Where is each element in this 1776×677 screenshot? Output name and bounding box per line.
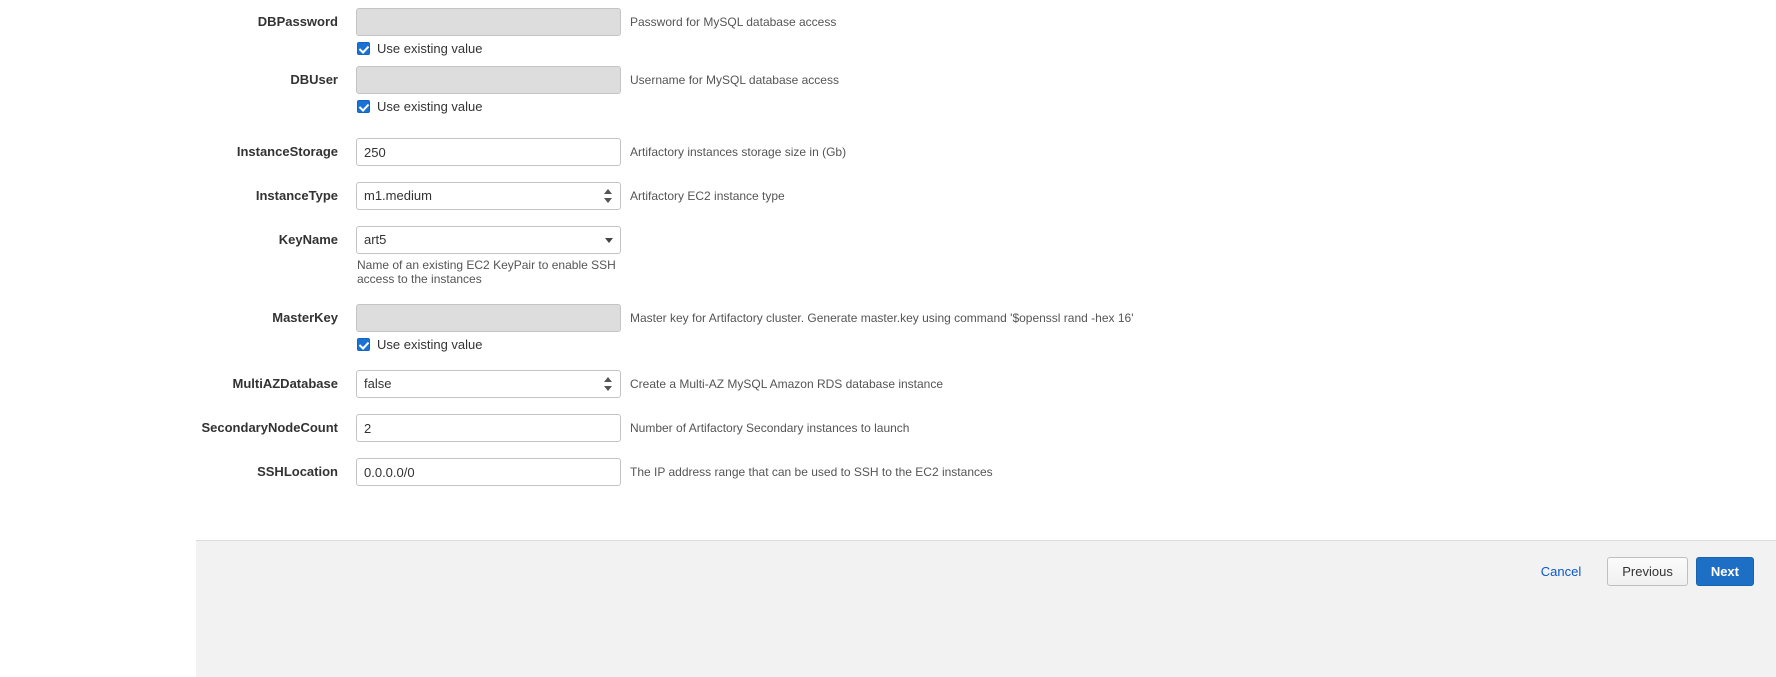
form-row-instancetype [0,182,1776,212]
masterkey-use-existing-checkbox[interactable] [357,338,370,351]
field-desc-instancestorage: Artifactory instances storage size in (Gb) [630,145,847,159]
sshlocation-input[interactable] [356,458,621,486]
next-button[interactable]: Next [1696,557,1754,586]
field-label-keyname: KeyName [278,232,338,247]
instancetype-selected-value: m1.medium [364,188,432,203]
spacer [0,212,1776,226]
keyname-dropdown[interactable] [356,226,621,254]
dbpassword-use-existing-checkbox[interactable] [357,42,370,55]
instancetype-select[interactable] [356,182,621,210]
field-wrap-instancetype [356,182,622,210]
form-row-instancestorage [0,138,1776,168]
form-row-multiazdatabase [0,370,1776,400]
spacer [0,168,1776,182]
spacer [0,124,1776,138]
dbuser-input[interactable] [356,66,621,94]
field-wrap-keyname [356,226,622,286]
field-desc-instancetype: Artifactory EC2 instance type [630,189,785,203]
stepper-arrows-icon[interactable] [604,377,613,391]
instancestorage-input[interactable] [356,138,621,166]
masterkey-use-existing-row[interactable] [356,337,622,352]
wizard-footer [196,540,1776,677]
form-row-masterkey [0,304,1776,362]
field-desc-dbpassword: Password for MySQL database access [630,15,837,29]
spacer [0,286,1776,304]
dbuser-use-existing-label: Use existing value [377,99,483,114]
form-row-secondarynodecount [0,414,1776,444]
dbpassword-use-existing-label: Use existing value [377,41,483,56]
form-row-sshlocation [0,458,1776,488]
form-row-keyname [0,226,1776,286]
field-wrap-instancestorage [356,138,622,166]
field-label-secondarynodecount: SecondaryNodeCount [201,420,338,435]
field-label-dbpassword: DBPassword [257,14,338,29]
dbuser-use-existing-checkbox[interactable] [357,100,370,113]
field-wrap-sshlocation [356,458,622,486]
field-desc-masterkey: Master key for Artifactory cluster. Generate master.key using command '$openssl rand -hex 16' [630,311,1134,325]
multiazdatabase-selected-value: false [364,376,392,391]
previous-button[interactable]: Previous [1607,557,1688,586]
field-wrap-multiazdatabase [356,370,622,398]
form-row-dbpassword [0,8,1776,66]
field-label-masterkey: MasterKey [272,310,338,325]
field-wrap-dbuser [356,66,622,124]
spacer [0,362,1776,370]
cancel-button[interactable]: Cancel [1540,564,1582,579]
field-label-dbuser: DBUser [290,72,338,87]
field-desc-keyname: Name of an existing EC2 KeyPair to enable SSH access to the instances [357,258,616,286]
field-label-instancestorage: InstanceStorage [236,144,338,159]
field-wrap-secondarynodecount [356,414,622,442]
dbuser-use-existing-row[interactable] [356,99,622,114]
secondarynodecount-input[interactable] [356,414,621,442]
masterkey-use-existing-label: Use existing value [377,337,483,352]
chevron-down-icon[interactable] [605,238,613,243]
masterkey-input[interactable] [356,304,621,332]
footer-actions [196,541,1776,586]
multiazdatabase-select[interactable] [356,370,621,398]
form-row-dbuser [0,66,1776,124]
field-label-instancetype: InstanceType [255,188,338,203]
field-label-multiazdatabase: MultiAZDatabase [232,376,338,391]
spacer [0,400,1776,414]
stepper-arrows-icon[interactable] [604,189,613,203]
keyname-selected-value: art5 [364,232,387,247]
field-desc-sshlocation: The IP address range that can be used to SSH to the EC2 instances [630,465,993,479]
dbpassword-input[interactable] [356,8,621,36]
field-desc-multiazdatabase: Create a Multi-AZ MySQL Amazon RDS database instance [630,377,944,391]
spacer [0,444,1776,458]
dbpassword-use-existing-row[interactable] [356,41,622,56]
field-desc-dbuser: Username for MySQL database access [630,73,839,87]
field-desc-secondarynodecount: Number of Artifactory Secondary instances to launch [630,421,910,435]
field-wrap-dbpassword [356,8,622,66]
field-wrap-masterkey [356,304,622,362]
field-label-sshlocation: SSHLocation [257,464,338,479]
